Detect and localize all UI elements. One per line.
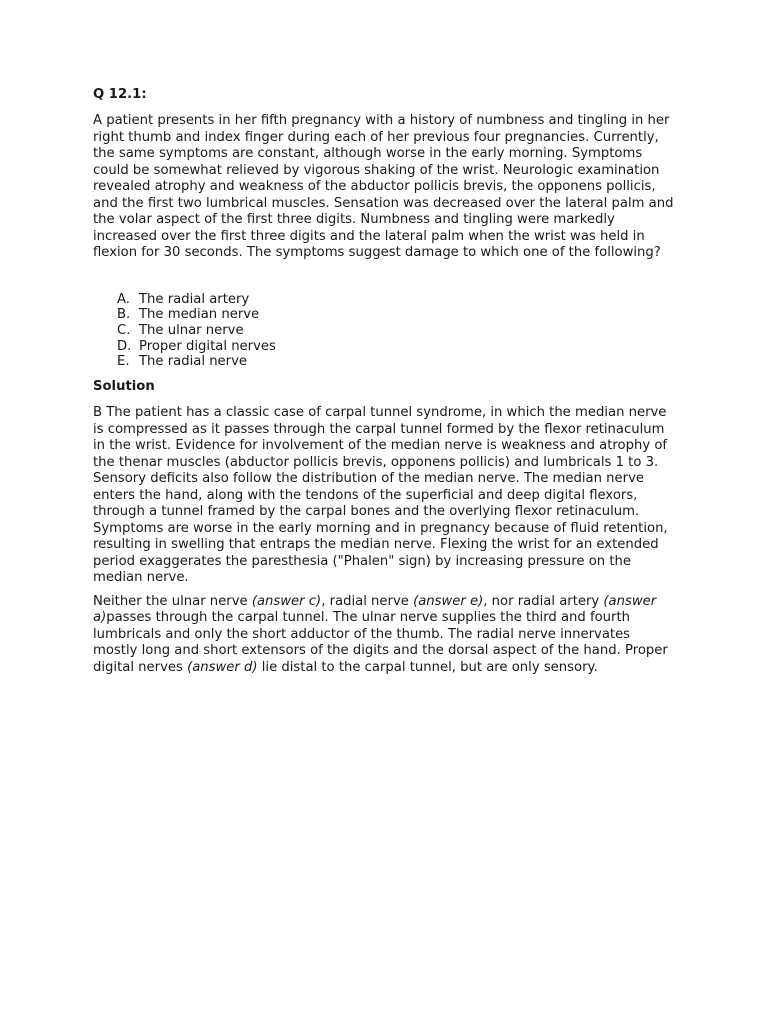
answer-reference: (answer a) — [93, 593, 657, 626]
answer-reference: (answer d) — [187, 659, 258, 675]
option-text: The ulnar nerve — [139, 322, 244, 338]
option-a — [117, 292, 678, 308]
paragraph-text: , radial nerve — [321, 593, 414, 609]
option-letter: B. — [117, 307, 131, 323]
paragraph-text: lie distal to the carpal tunnel, but are only sensory. — [257, 659, 598, 675]
solution-title: Solution — [93, 379, 155, 395]
option-letter: E. — [117, 354, 130, 370]
option-letter: A. — [117, 291, 130, 307]
option-d — [117, 339, 678, 355]
paragraph-text: Neither the ulnar nerve — [93, 593, 252, 609]
option-text: Proper digital nerves — [139, 338, 276, 354]
option-letter: D. — [117, 338, 132, 354]
question-title: Q 12.1: — [93, 87, 147, 102]
option-text: The radial artery — [139, 291, 250, 307]
solution-paragraph-1: B The patient has a classic case of carpal tunnel syndrome, in which the median nerve is compressed as it passes through the carpal tunnel formed by the flexor retinaculum in the wrist. Evidence for involvement of the median nerve is weakness and atrophy of the thenar muscles (abductor pollicis brevis, opponens pollicis) and lumbricals 1 to 3. Sensory deficits also follow the distribution of the median nerve. The median nerve enters the hand, along with the tendons of the superficial and deep digital flexors, through a tunnel framed by the carpal bones and the overlying flexor retinaculum. Symptoms are worse in the early morning and in pregnancy because of fluid retention, resulting in swelling that entraps the median nerve. Flexing the wrist for an extended period exaggerates the paresthesia ("Phalen" sign) by increasing pressure on the median nerve. — [93, 405, 668, 586]
answer-reference: (answer e) — [413, 593, 484, 609]
option-b — [117, 307, 678, 323]
question-stem: A patient presents in her fifth pregnancy with a history of numbness and tingling in her right thumb and index finger during each of her previous four pregnancies. Currently, the same symptoms are constant, although worse in the early morning. Symptoms could be somewhat relieved by vigorous shaking of the wrist. Neurologic examination revealed atrophy and weakness of the abductor pollicis brevis, the opponens pollicis, and the first two lumbrical muscles. Sensation was decreased over the lateral palm and the volar aspect of the first three digits. Numbness and tingling were markedly increased over the first three digits and the lateral palm when the wrist was held in flexion for 30 seconds. The symptoms suggest damage to which one of the following? — [93, 113, 674, 260]
paragraph-text: , nor radial artery — [483, 593, 604, 609]
solution-paragraph-2 — [93, 594, 678, 677]
option-text: The radial nerve — [139, 354, 248, 370]
option-c — [117, 323, 678, 339]
answer-options — [93, 292, 678, 371]
paragraph-text: passes through the carpal tunnel. The ulnar nerve supplies the third and fourth lumbricals and only the short adductor of the thumb. The radial nerve innervates mostly long and short extensors of the digits and the dorsal aspect of the hand. Proper digital nerves — [93, 610, 668, 675]
option-text: The median nerve — [139, 307, 260, 323]
option-e — [117, 354, 678, 370]
option-letter: C. — [117, 322, 131, 338]
answer-reference: (answer c) — [251, 593, 322, 609]
